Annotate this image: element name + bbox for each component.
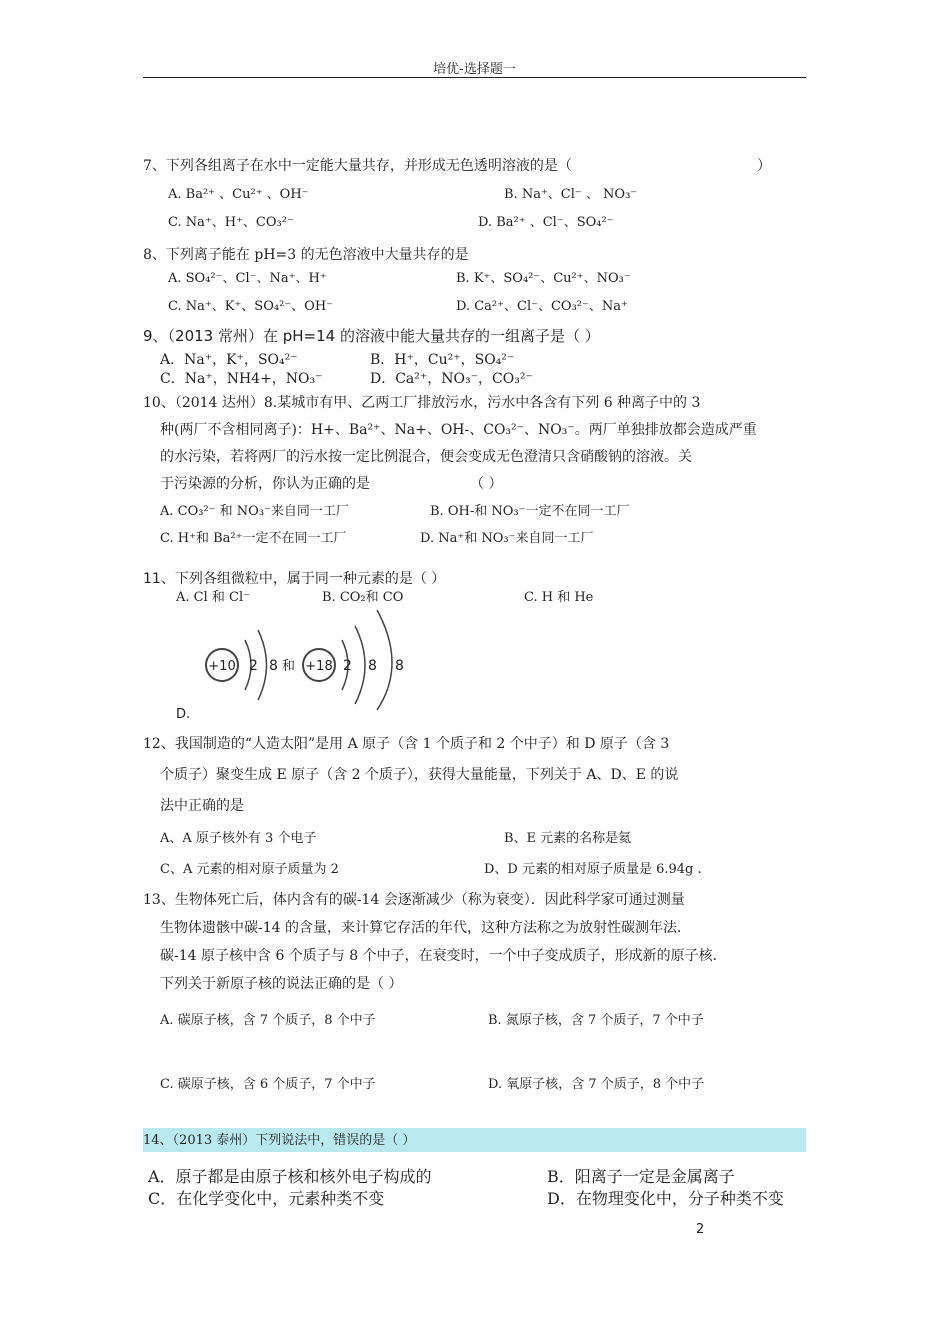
q14-stem: 14、（2013 泰州）下列说法中，错误的是（ ） — [143, 1133, 416, 1148]
q12-option-a: A、A 原子核外有 3 个电子 — [160, 831, 317, 846]
and-label: 和 — [282, 659, 296, 674]
q8-option-a: A. SO₄²⁻、Cl⁻、Na⁺、H⁺ — [168, 271, 327, 286]
page-header: 培优-选择题一 — [433, 62, 516, 77]
q11-stem: 11、下列各组微粒中，属于同一种元素的是（ ） — [143, 571, 446, 587]
q7-option-a: A. Ba²⁺ 、Cu²⁺ 、OH⁻ — [168, 187, 309, 202]
q12-option-c: C、A 元素的相对原子质量为 2 — [160, 862, 339, 877]
nucleus-2-label: +18 — [305, 659, 333, 674]
q12-option-d: D、D 元素的相对原子质量是 6.94g . — [484, 862, 702, 877]
q10-line4: 于污染源的分析，你认为正确的是 — [160, 476, 370, 492]
q10-option-c: C. H⁺和 Ba²⁺一定不在同一工厂 — [160, 531, 347, 546]
q13-option-a: A. 碳原子核，含 7 个质子，8 个中子 — [160, 1013, 376, 1028]
q10-line2: 种(两厂不含相同离子)：H+、Ba²⁺、Na+、OH-、CO₃²⁻、NO₃⁻。两厂单独排放都会造成严重 — [160, 422, 757, 438]
shell-2-3-count: 8 — [395, 658, 404, 674]
q13-line1: 13、生物体死亡后，体内含有的碳-14 会逐渐减少（称为衰变）．因此科学家可通过测量 — [143, 892, 685, 908]
q7-option-c: C. Na⁺、H⁺、CO₃²⁻ — [168, 215, 294, 230]
q9-option-a: A．Na⁺，K⁺，SO₄²⁻ — [160, 352, 298, 368]
shell-2-2-count: 8 — [368, 658, 377, 674]
q9-option-d: D．Ca²⁺，NO₃⁻，CO₃²⁻ — [370, 371, 533, 387]
q8-stem: 8、下列离子能在 pH=3 的无色溶液中大量共存的是 — [143, 247, 469, 263]
q7-option-b: B. Na⁺、Cl⁻ 、 NO₃⁻ — [504, 187, 638, 202]
q8-option-d: D. Ca²⁺、Cl⁻、CO₃²⁻、Na⁺ — [456, 299, 628, 314]
q7-stem: 7、下列各组离子在水中一定能大量共存，并形成无色透明溶液的是（ — [143, 158, 572, 174]
q14-option-c: C．在化学变化中，元素种类不变 — [148, 1189, 385, 1208]
q13-option-d: D. 氧原子核，含 7 个质子，8 个中子 — [488, 1077, 705, 1092]
q7-option-d: D. Ba²⁺ 、Cl⁻、SO₄²⁻ — [478, 215, 614, 230]
q14-option-a: A．原子都是由原子核和核外电子构成的 — [148, 1167, 432, 1186]
q13-option-c: C. 碳原子核，含 6 个质子，7 个中子 — [160, 1077, 376, 1092]
q10-answer-blank: （ ） — [470, 476, 503, 492]
q9-option-c: C．Na⁺，NH4+，NO₃⁻ — [160, 371, 323, 387]
shell-1-1-count: 2 — [249, 658, 258, 674]
q10-line1: 10、（2014 达州）8.某城市有甲、乙两工厂排放污水，污水中各含有下列 6 种离子中的 3 — [143, 395, 701, 411]
q8-option-c: C. Na⁺、K⁺、SO₄²⁻、OH⁻ — [168, 299, 334, 314]
q12-line2: 个质子）聚变生成 E 原子（含 2 个质子），获得大量能量，下列关于 A、D、E 的说 — [160, 767, 679, 783]
q11-option-b: B. CO₂和 CO — [322, 590, 404, 605]
q7-close: ） — [757, 158, 771, 174]
q12-option-b: B、E 元素的名称是氦 — [504, 831, 632, 846]
q11-option-a: A. Cl 和 Cl⁻ — [176, 590, 250, 605]
shell-2-1-count: 2 — [343, 658, 352, 674]
q11-option-d: D. — [176, 707, 191, 722]
shell-arc — [377, 610, 392, 710]
shell-arc — [258, 630, 267, 700]
q9-stem: 9、（2013 常州）在 pH=14 的溶液中能大量共存的一组离子是（ ） — [143, 327, 600, 345]
q9-option-b: B．H⁺，Cu²⁺，SO₄²⁻ — [370, 352, 515, 368]
shell-1-2-count: 8 — [269, 658, 278, 674]
q13-line3: 碳-14 原子核中含 6 个质子与 8 个中子，在衰变时，一个中子变成质子，形成新的原子核． — [160, 948, 727, 964]
q12-line3: 法中正确的是 — [160, 798, 244, 814]
q10-option-d: D. Na⁺和 NO₃⁻来自同一工厂 — [420, 531, 594, 546]
shell-arc — [355, 626, 365, 704]
q13-line2: 生物体遗骸中碳-14 的含量，来计算它存活的年代，这种方法称之为放射性碳测年法． — [160, 920, 691, 936]
q12-line1: 12、我国制造的“人造太阳”是用 A 原子（含 1 个质子和 2 个中子）和 D 原子（含 3 — [143, 736, 670, 752]
q10-option-b: B. OH-和 NO₃⁻一定不在同一工厂 — [430, 504, 630, 519]
q14-option-b: B．阳离子一定是金属离子 — [547, 1167, 735, 1186]
header-rule — [143, 77, 806, 78]
q10-line3: 的水污染，若将两厂的污水按一定比例混合，便会变成无色澄清只含硝酸钠的溶液。关 — [160, 449, 692, 465]
q11-option-c: C. H 和 He — [524, 590, 594, 605]
nucleus-1-label: +10 — [208, 659, 236, 674]
q10-option-a: A. CO₃²⁻ 和 NO₃⁻来自同一工厂 — [160, 504, 349, 519]
q13-option-b: B. 氮原子核，含 7 个质子，7 个中子 — [488, 1013, 704, 1028]
atom-structure-diagram — [195, 602, 420, 712]
q14-option-d: D．在物理变化中，分子种类不变 — [547, 1189, 784, 1208]
q8-option-b: B. K⁺、SO₄²⁻、Cu²⁺、NO₃⁻ — [456, 271, 631, 286]
page-number: 2 — [696, 1222, 705, 1237]
q13-line4: 下列关于新原子核的说法正确的是（ ） — [160, 976, 403, 992]
